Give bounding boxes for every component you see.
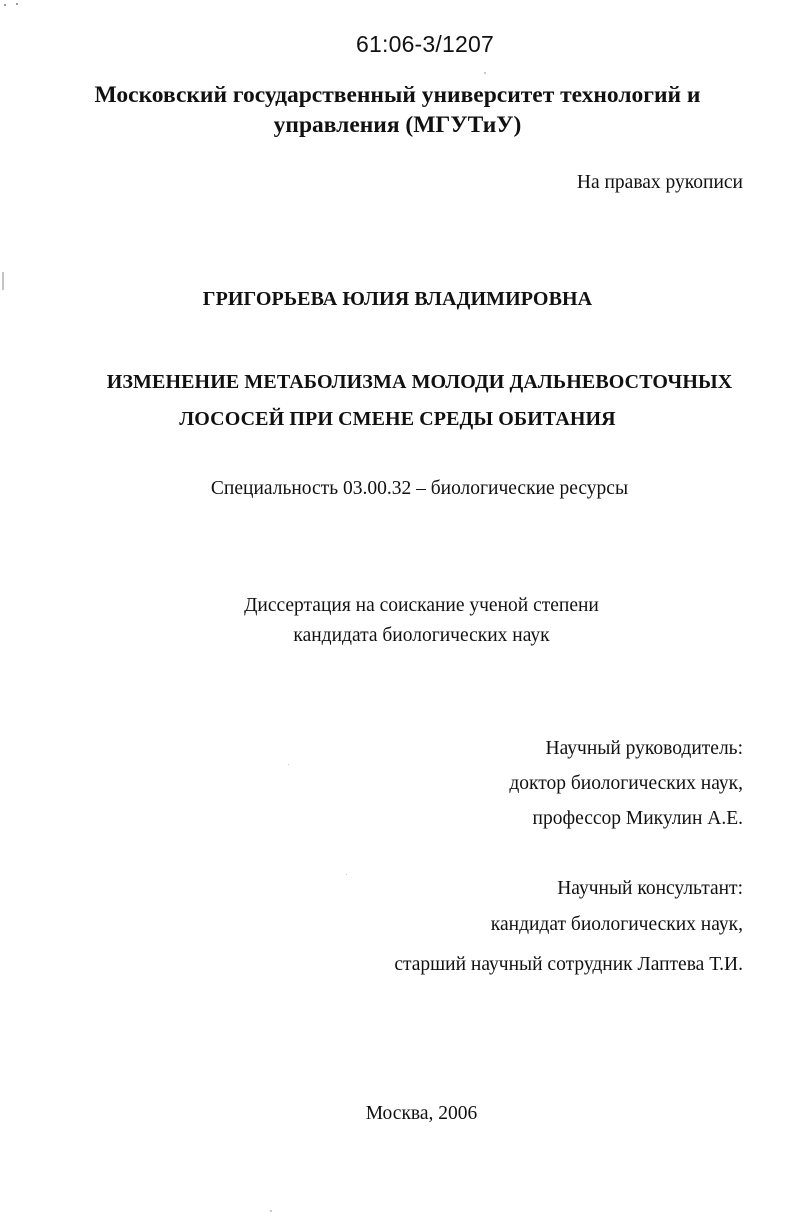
scan-speck xyxy=(346,874,347,875)
consultant-name: старший научный сотрудник Лаптева Т.И. xyxy=(394,954,743,975)
university-name-line-2: управления (МГУТиУ) xyxy=(273,112,522,138)
consultant-degree: кандидат биологических наук, xyxy=(490,914,743,935)
consultant-role: Научный консультант: xyxy=(557,878,743,899)
dissertation-title-line-1: ИЗМЕНЕНИЕ МЕТАБОЛИЗМА МОЛОДИ ДАЛЬНЕВОСТОЧНЫХ xyxy=(106,371,733,393)
archive-code: 61:06-3/1207 xyxy=(356,31,494,57)
scan-mark xyxy=(2,272,4,290)
supervisor-name: профессор Микулин А.Е. xyxy=(532,808,743,829)
scan-speck xyxy=(270,1210,272,1212)
scan-speck xyxy=(4,4,6,6)
degree-line-2: кандидата биологических наук xyxy=(293,625,550,646)
supervisor-degree: доктор биологических наук, xyxy=(509,773,743,794)
dissertation-title-line-2: ЛОСОСЕЙ ПРИ СМЕНЕ СРЕДЫ ОБИТАНИЯ xyxy=(179,408,616,430)
scan-speck xyxy=(288,764,289,765)
university-name-line-1: Московский государственный университет технологий и xyxy=(94,82,701,108)
scan-speck xyxy=(484,72,486,74)
scan-speck xyxy=(16,3,18,5)
city-year: Москва, 2006 xyxy=(365,1103,478,1124)
specialty: Специальность 03.00.32 – биологические ресурсы xyxy=(210,478,629,499)
manuscript-note: На правах рукописи xyxy=(576,172,743,193)
author-name: ГРИГОРЬЕВА ЮЛИЯ ВЛАДИМИРОВНА xyxy=(202,288,593,310)
supervisor-role: Научный руководитель: xyxy=(545,738,743,759)
degree-line-1: Диссертация на соискание ученой степени xyxy=(244,595,599,616)
